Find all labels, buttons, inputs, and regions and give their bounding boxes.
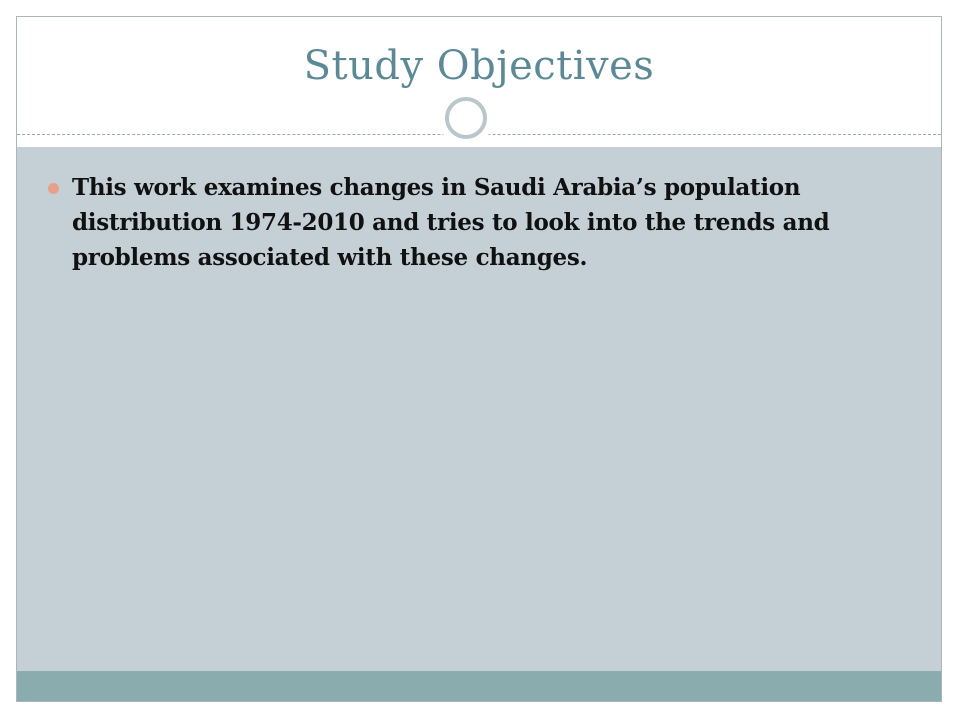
footer-band: [17, 671, 941, 702]
slide-title: Study Objectives: [303, 43, 655, 89]
bullet-dot-icon: [48, 183, 59, 194]
circle-ring-icon: [445, 97, 487, 139]
bullet-list: [46, 170, 912, 275]
bullet-text: This work examines changes in Saudi Arabia’s population distribution 1974-2010 and tries to look into the trends and problems associated with these changes.: [72, 174, 830, 271]
bullet-item: [46, 170, 912, 275]
